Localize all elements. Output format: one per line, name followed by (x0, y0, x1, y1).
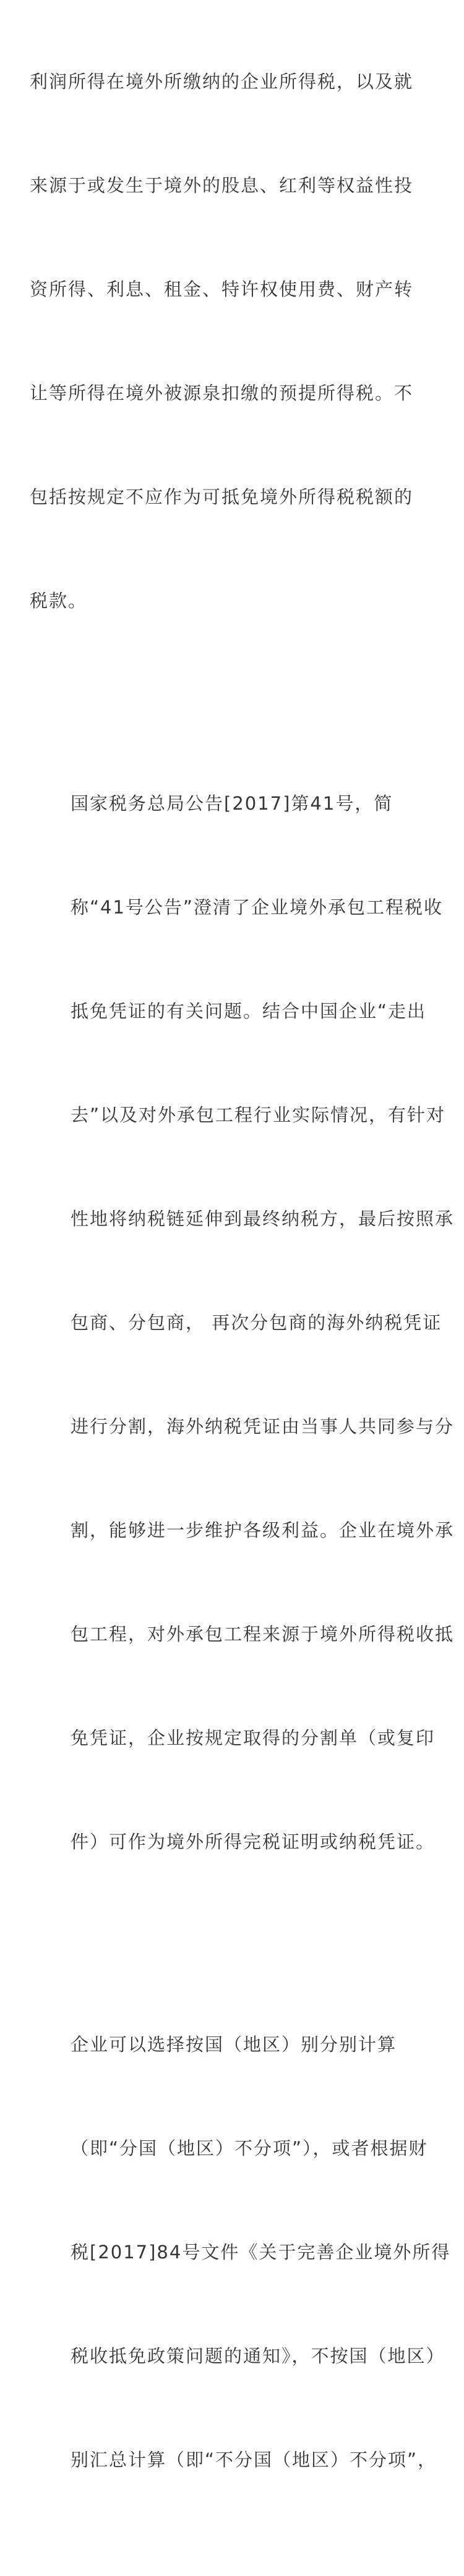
text-line: 别汇总计算（即“不分国（地区）不分项”， (71, 2449, 437, 2470)
paragraph-calculation-method (30, 1958, 451, 2546)
text-line: 税收抵免政策问题的通知》，不按国（地区） (71, 2345, 445, 2366)
text-line: 称“41号公告”澄清了企业境外承包工程税收 (71, 897, 443, 918)
text-line: 包商、分包商， 再次分包商的海外纳税凭证 (71, 1312, 442, 1333)
text-line: 件）可作为境外所得完税证明或纳税凭证。 (71, 1831, 436, 1852)
text-line: 企业可以选择按国（地区）别分别计算 (71, 2034, 397, 2055)
text-line: 来源于或发生于境外的股息、红利等权益性投 (30, 175, 414, 196)
text-line: 割，能够进一步维护各级利益。企业在境外承 (71, 1520, 455, 1541)
text-line: 免凭证，企业按规定取得的分割单（或复印 (71, 1727, 436, 1748)
text-line: 税[2017]84号文件《关于完善企业境外所得 (71, 2242, 451, 2263)
text-line: 国家税务总局公告[2017]第41号，简 (71, 793, 393, 814)
text-line: 抵免凭证的有关问题。结合中国企业“走出 (71, 1001, 427, 1022)
text-line: 包工程，对外承包工程来源于境外所得税收抵 (71, 1624, 455, 1645)
text-line: 资所得、利息、租金、特许权使用费、财产转 (30, 279, 414, 300)
text-line: 去”以及对外承包工程行业实际情况，有针对 (71, 1104, 446, 1125)
article-body (30, 0, 455, 2576)
paragraph-announcement-41 (30, 717, 455, 1928)
text-line: 性地将纳税链延伸到最终纳税方，最后按照承 (71, 1208, 455, 1229)
text-line: 包括按规定不应作为可抵免境外所得税税额的 (30, 486, 414, 507)
paragraph-foreign-tax-definition (30, 0, 433, 687)
text-line: 进行分割，海外纳税凭证由当事人共同参与分 (71, 1416, 455, 1437)
text-line: 税款。 (30, 590, 88, 611)
text-line: 让等所得在境外被源泉扣缴的预提所得税。不 (30, 383, 414, 404)
text-line: （即“分国（地区）不分项”），或者根据财 (71, 2138, 428, 2159)
text-line: 利润所得在境外所缴纳的企业所得税，以及就 (30, 71, 414, 92)
